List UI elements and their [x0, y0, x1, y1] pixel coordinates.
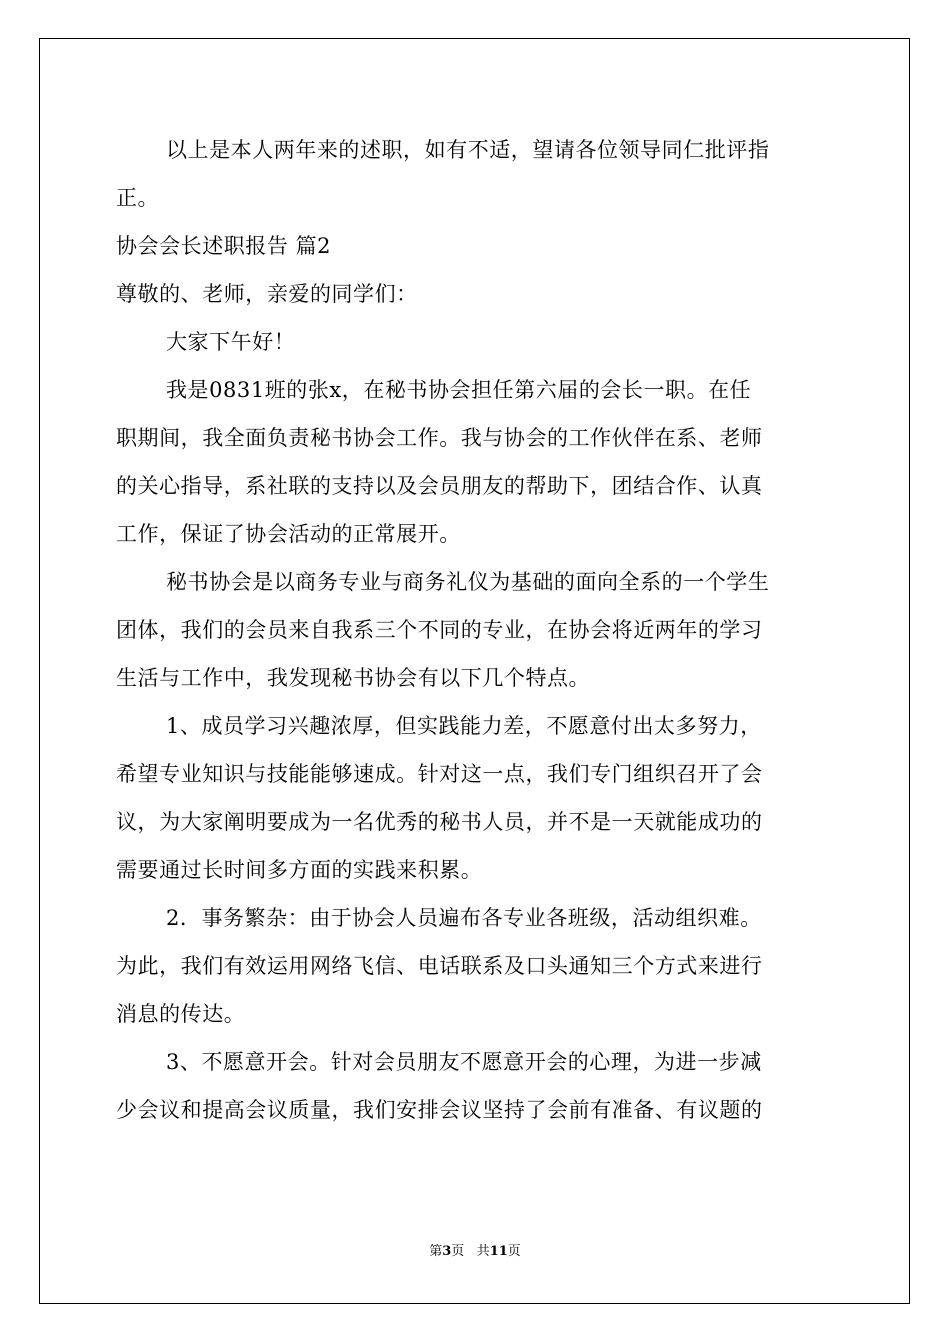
paragraph-line: 的关心指导，系社联的支持以及会员朋友的帮助下，团结合作、认真	[116, 474, 763, 498]
paragraph-line: 秘书协会是以商务专业与商务礼仪为基础的面向全系的一个学生	[166, 570, 770, 594]
page-prefix: 第	[429, 1244, 443, 1259]
paragraph-line: 2．事务繁杂：由于协会人员遍布各专业各班级，活动组织难。	[166, 906, 762, 930]
paragraph-line: 团体，我们的会员来自我系三个不同的专业，在协会将近两年的学习	[116, 618, 763, 642]
paragraph-line: 希望专业知识与技能能够速成。针对这一点，我们专门组织召开了会	[116, 762, 763, 786]
page-footer	[0, 1240, 950, 1259]
document-body	[116, 126, 836, 1134]
paragraph-line: 职期间，我全面负责秘书协会工作。我与协会的工作伙伴在系、老师	[116, 426, 763, 450]
paragraph-line: 需要通过长时间多方面的实践来积累。	[116, 858, 483, 882]
total-suffix: 页	[507, 1244, 521, 1259]
paragraph-line: 以上是本人两年来的述职，如有不适，望请各位领导同仁批评指	[166, 138, 770, 162]
section-heading: 协会会长述职报告 篇2	[116, 234, 332, 258]
page-suffix: 页	[451, 1244, 465, 1259]
paragraph-line: 为此，我们有效运用网络飞信、电话联系及口头通知三个方式来进行	[116, 954, 763, 978]
paragraph-line: 正。	[116, 186, 160, 210]
greeting: 大家下午好！	[166, 330, 296, 354]
paragraph-line: 生活与工作中，我发现秘书协会有以下几个特点。	[116, 666, 591, 690]
total-prefix: 共	[476, 1244, 490, 1259]
paragraph-line: 3、不愿意开会。针对会员朋友不愿意开会的心理，为进一步减	[166, 1050, 762, 1074]
paragraph-line: 议，为大家阐明要成为一名优秀的秘书人员，并不是一天就能成功的	[116, 810, 763, 834]
paragraph-line: 工作，保证了协会活动的正常展开。	[116, 522, 461, 546]
paragraph-line: 1、成员学习兴趣浓厚，但实践能力差，不愿意付出太多努力，	[166, 714, 762, 738]
paragraph-line: 我是0831班的张x，在秘书协会担任第六届的会长一职。在任	[166, 378, 752, 402]
paragraph-line: 少会议和提高会议质量，我们安排会议坚持了会前有准备、有议题的	[116, 1098, 763, 1122]
page-number: 3	[442, 1244, 452, 1259]
total-pages: 11	[489, 1244, 508, 1259]
salutation: 尊敬的、老师，亲爱的同学们：	[116, 282, 418, 306]
paragraph-line: 消息的传达。	[116, 1002, 246, 1026]
